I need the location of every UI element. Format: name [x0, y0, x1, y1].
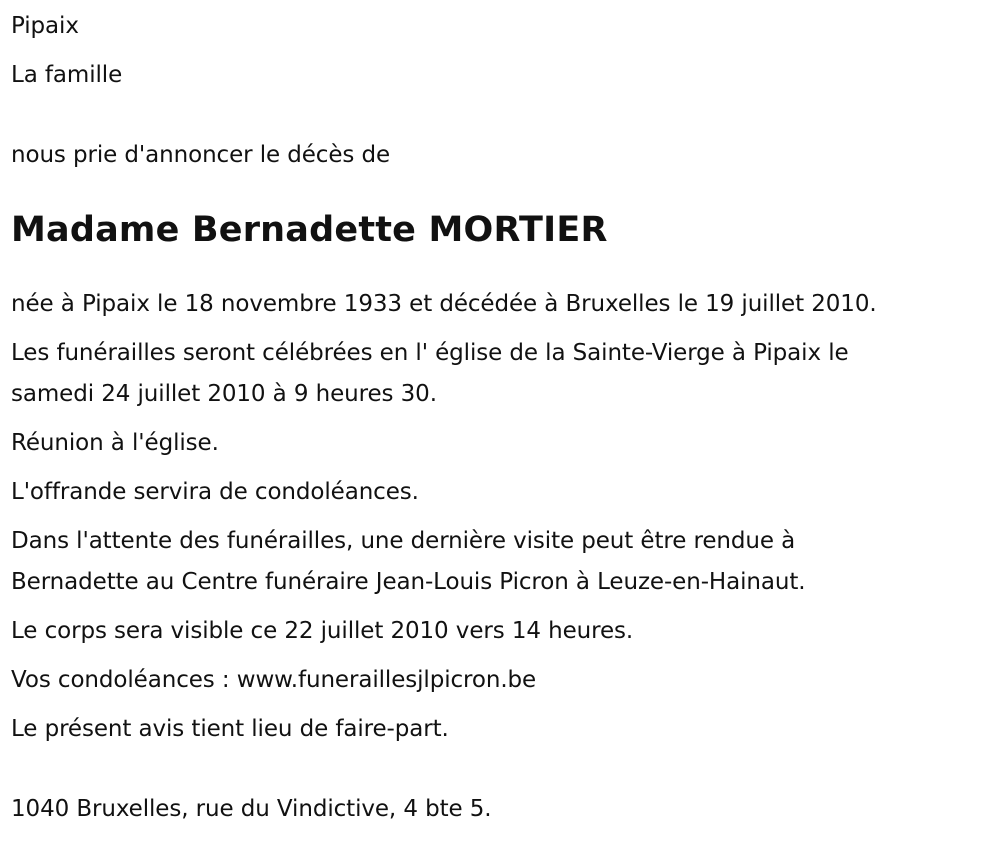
town-line: Pipaix: [11, 13, 79, 39]
funeral-line-1: Les funérailles seront célébrées en l' église de la Sainte-Vierge à Pipaix le: [11, 340, 849, 366]
notice-note-line: Le présent avis tient lieu de faire-part.: [11, 716, 449, 742]
family-line: La famille: [11, 62, 123, 88]
obituary-notice: [11, 0, 996, 830]
visit-line-1: Dans l'attente des funérailles, une dernière visite peut être rendue à: [11, 528, 796, 554]
meeting-line: Réunion à l'église.: [11, 430, 219, 456]
funeral-line-2: samedi 24 juillet 2010 à 9 heures 30.: [11, 381, 437, 407]
condolences-line: Vos condoléances : www.funeraillesjlpicron.be: [11, 667, 537, 693]
address-line: 1040 Bruxelles, rue du Vindictive, 4 bte 5.: [11, 796, 492, 822]
offering-line: L'offrande servira de condoléances.: [11, 479, 419, 505]
visit-line-2: Bernadette au Centre funéraire Jean-Louis Picron à Leuze-en-Hainaut.: [11, 569, 806, 595]
funeral-paragraph: [11, 333, 996, 415]
body-visible-line: Le corps sera visible ce 22 juillet 2010 vers 14 heures.: [11, 618, 634, 644]
announce-line: nous prie d'annoncer le décès de: [11, 142, 391, 168]
birth-death-line: née à Pipaix le 18 novembre 1933 et décédée à Bruxelles le 19 juillet 2010.: [11, 291, 877, 317]
visit-paragraph: [11, 521, 996, 603]
deceased-name: Madame Bernadette MORTIER: [11, 210, 608, 250]
